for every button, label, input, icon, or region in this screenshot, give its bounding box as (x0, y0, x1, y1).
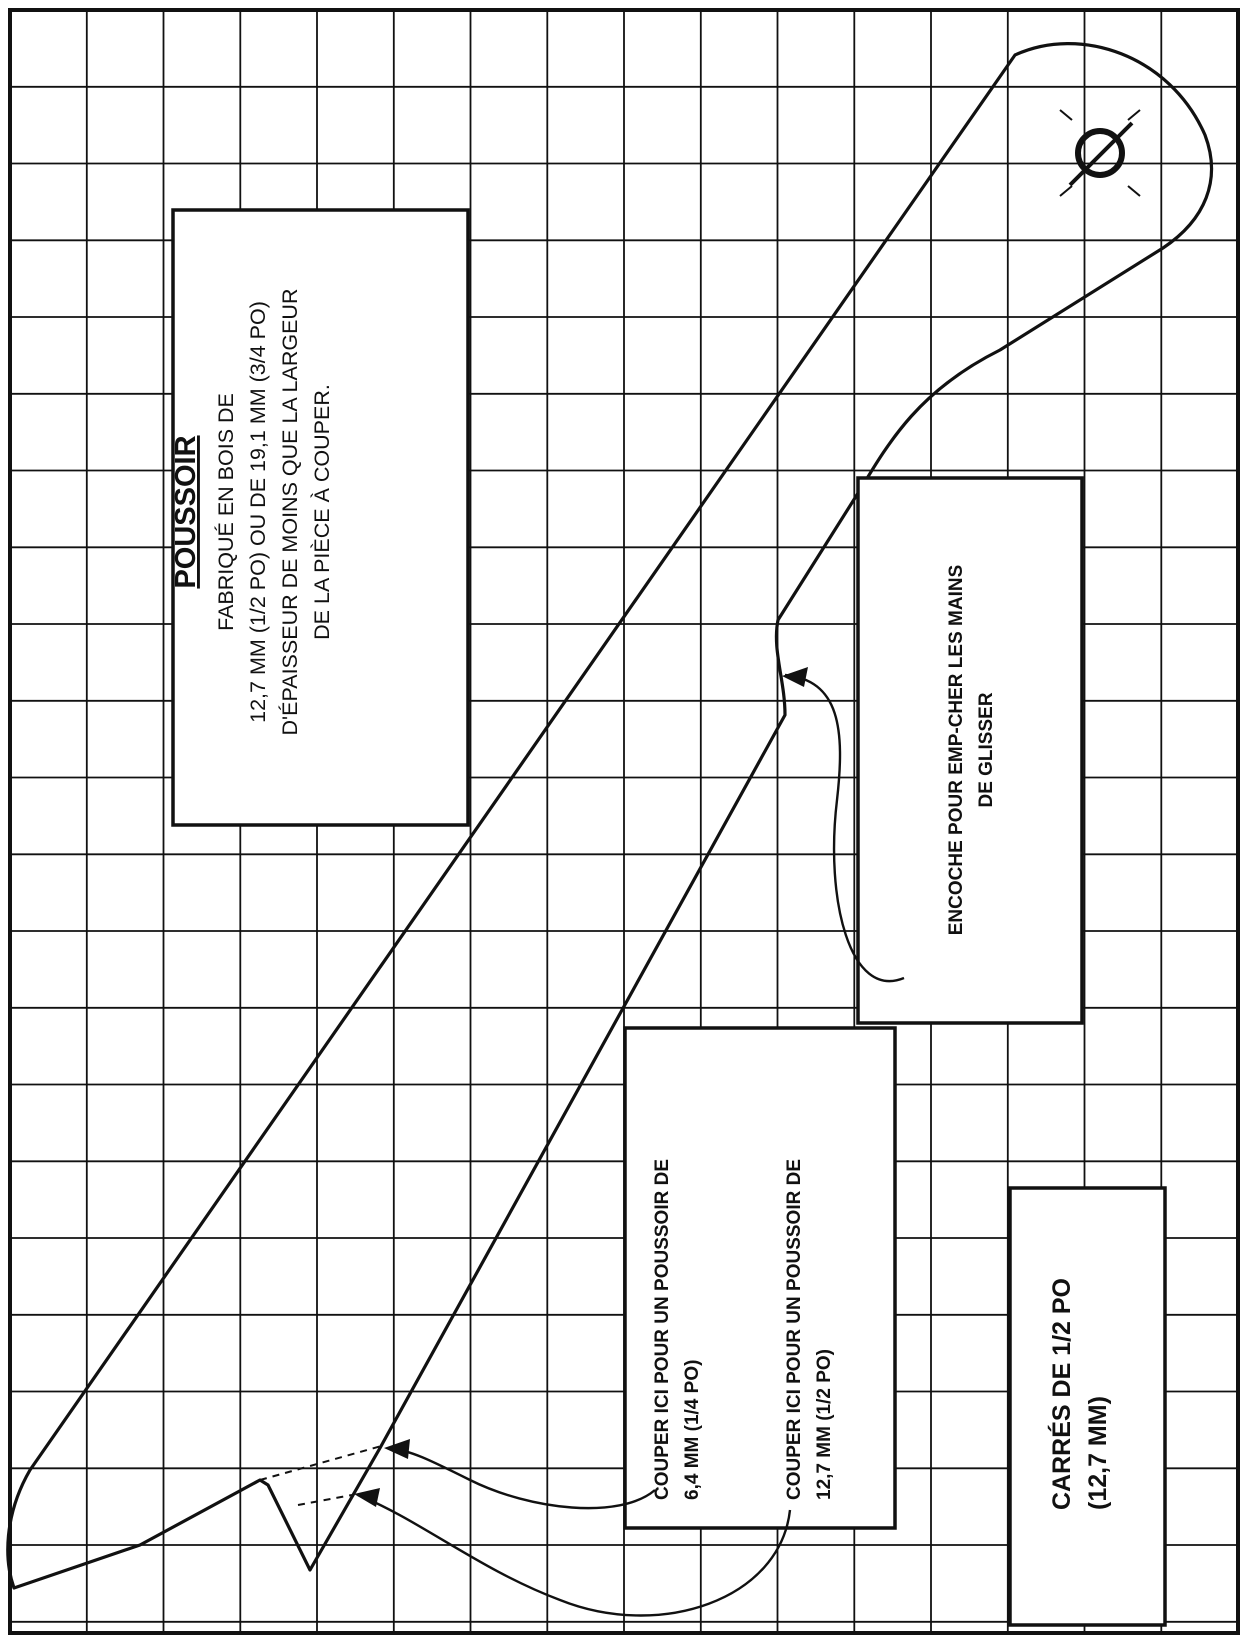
cut-note-2-line-2: 12,7 MM (1/2 PO) (814, 1349, 835, 1500)
description-line-2: 12,7 MM (1/2 PO) OU DE 19,1 MM (3/4 PO) (246, 301, 270, 723)
cut-note-1-line-2: 6,4 MM (1/4 PO) (682, 1359, 703, 1500)
cut-note-1-line-1: COUPER ICI POUR UN POUSSOIR DE (652, 1159, 673, 1500)
notch-arrow-head (782, 667, 808, 687)
cut-line-half-inch (298, 1495, 352, 1505)
pivot-hole-mark (1060, 110, 1140, 196)
cut-arrow-1-head (384, 1439, 410, 1459)
notch-note-line-1: ENCOCHE POUR EMP-CHER LES MAINS (946, 564, 967, 936)
notch-note-line-2: DE GLISSER (976, 692, 997, 808)
title: POUSSOIR (170, 435, 202, 589)
description-line-3: D'ÉPAISSEUR DE MOINS QUE LA LARGEUR (278, 288, 302, 736)
cut-arrow-1 (388, 1448, 655, 1508)
cut-arrow-2-head (354, 1488, 380, 1507)
scale-note-line-2: (12,7 MM) (1084, 1396, 1112, 1510)
description-line-4: DE LA PIÈCE À COUPER. (310, 384, 334, 640)
notch-note-box (858, 478, 1082, 1023)
scale-note-line-1: CARRÉS DE 1/2 PO (1048, 1277, 1076, 1510)
cut-note-2-line-1: COUPER ICI POUR UN POUSSOIR DE (784, 1159, 805, 1500)
description-line-1: FABRIQUÉ EN BOIS DE (214, 393, 238, 631)
